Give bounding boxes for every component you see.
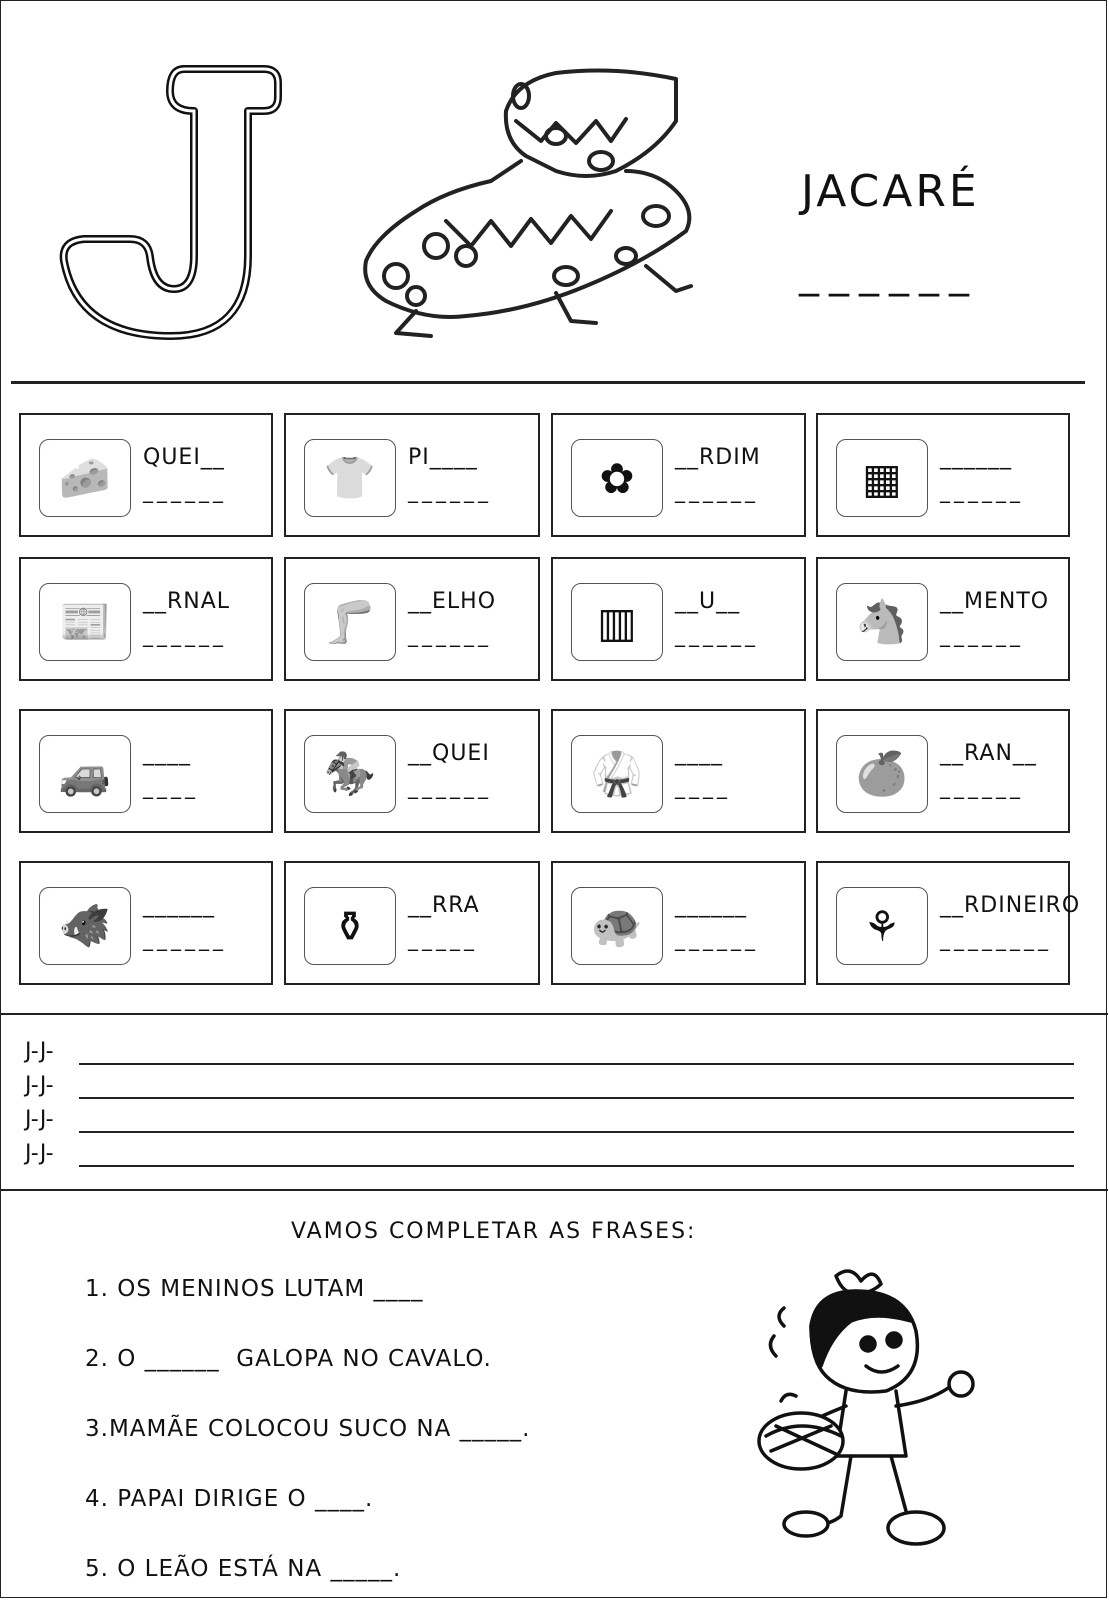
card-answer-blank[interactable]: ______ bbox=[143, 479, 227, 503]
word-card[interactable] bbox=[19, 709, 273, 833]
word-card[interactable] bbox=[284, 557, 540, 681]
orange-icon: 🍊 bbox=[836, 735, 928, 813]
practice-line[interactable] bbox=[25, 1039, 54, 1064]
card-answer-blank[interactable]: ________ bbox=[940, 927, 1052, 951]
card-word-prompt: __MENTO bbox=[940, 589, 1050, 614]
knee-icon: 🦵 bbox=[304, 583, 396, 661]
header-divider bbox=[11, 381, 1085, 384]
word-card[interactable] bbox=[551, 709, 806, 833]
card-word-prompt: __RNAL bbox=[143, 589, 231, 614]
cage-icon: ▥ bbox=[571, 583, 663, 661]
word-card[interactable] bbox=[816, 413, 1070, 537]
pajamas-icon: 👕 bbox=[304, 439, 396, 517]
practice-divider bbox=[1, 1189, 1108, 1191]
writing-line bbox=[79, 1097, 1074, 1099]
girl-with-basket-icon bbox=[756, 1266, 1001, 1566]
sentence-item: 2. O ______ GALOPA NO CAVALO. bbox=[85, 1346, 492, 1372]
practice-line-prefix: J-J- bbox=[25, 1073, 54, 1098]
card-word-prompt: PI____ bbox=[408, 445, 478, 470]
sentence-item: 3.MAMÃE COLOCOU SUCO NA _____. bbox=[85, 1416, 531, 1442]
card-word-prompt: ______ bbox=[143, 893, 215, 918]
word-card[interactable] bbox=[19, 557, 273, 681]
card-word-prompt: __RAN__ bbox=[940, 741, 1037, 766]
card-answer-blank[interactable]: ______ bbox=[940, 479, 1024, 503]
card-word-prompt: ______ bbox=[675, 893, 747, 918]
practice-line-prefix: J-J- bbox=[25, 1107, 54, 1132]
donkey-icon: 🐴 bbox=[836, 583, 928, 661]
cards-divider bbox=[1, 1013, 1108, 1015]
word-card[interactable] bbox=[19, 413, 273, 537]
card-answer-blank[interactable]: ______ bbox=[143, 927, 227, 951]
judo-icon: 🥋 bbox=[571, 735, 663, 813]
card-answer-blank[interactable]: ____ bbox=[675, 775, 731, 799]
card-answer-blank[interactable]: ____ bbox=[143, 775, 199, 799]
word-card[interactable] bbox=[551, 413, 806, 537]
card-answer-blank[interactable]: ______ bbox=[675, 479, 759, 503]
card-answer-blank[interactable]: ______ bbox=[408, 775, 492, 799]
practice-line-prefix: J-J- bbox=[25, 1039, 54, 1064]
word-card[interactable] bbox=[284, 861, 540, 985]
word-card[interactable] bbox=[551, 557, 806, 681]
word-card[interactable] bbox=[551, 861, 806, 985]
card-answer-blank[interactable]: ______ bbox=[408, 479, 492, 503]
word-card[interactable] bbox=[816, 557, 1070, 681]
sentences-title: VAMOS COMPLETAR AS FRASES: bbox=[291, 1219, 697, 1244]
card-word-prompt: QUEI__ bbox=[143, 445, 225, 470]
card-answer-blank[interactable]: ______ bbox=[940, 775, 1024, 799]
word-card[interactable] bbox=[284, 709, 540, 833]
writing-line bbox=[79, 1063, 1074, 1065]
writing-line bbox=[79, 1131, 1074, 1133]
writing-line bbox=[79, 1165, 1074, 1167]
jug-icon: ⚱ bbox=[304, 887, 396, 965]
word-card[interactable] bbox=[284, 413, 540, 537]
card-word-prompt: __RRA bbox=[408, 893, 480, 918]
card-answer-blank[interactable]: ______ bbox=[940, 623, 1024, 647]
practice-line[interactable] bbox=[25, 1141, 54, 1166]
sentence-item: 1. OS MENINOS LUTAM ____ bbox=[85, 1276, 424, 1302]
card-answer-blank[interactable]: ______ bbox=[675, 623, 759, 647]
cheese-icon: 🧀 bbox=[39, 439, 131, 517]
card-answer-blank[interactable]: ______ bbox=[143, 623, 227, 647]
jockey-icon: 🏇 bbox=[304, 735, 396, 813]
card-word-prompt: __RDINEIRO bbox=[940, 893, 1081, 918]
boar-icon: 🐗 bbox=[39, 887, 131, 965]
sentence-item: 4. PAPAI DIRIGE O ____. bbox=[85, 1486, 374, 1512]
newspaper-icon: 📰 bbox=[39, 583, 131, 661]
card-answer-blank[interactable]: ______ bbox=[675, 927, 759, 951]
crocodile-icon bbox=[356, 61, 706, 351]
practice-line-prefix: J-J- bbox=[25, 1141, 54, 1166]
flowers-icon: ✿ bbox=[571, 439, 663, 517]
card-word-prompt: __QUEI bbox=[408, 741, 490, 766]
word-card[interactable] bbox=[816, 861, 1081, 985]
window-icon: ▦ bbox=[836, 439, 928, 517]
card-word-prompt: ____ bbox=[143, 741, 191, 766]
jeep-icon: 🚙 bbox=[39, 735, 131, 813]
card-word-prompt: ______ bbox=[940, 445, 1012, 470]
practice-line[interactable] bbox=[25, 1107, 54, 1132]
card-answer-blank[interactable]: _____ bbox=[408, 927, 478, 951]
word-card[interactable] bbox=[816, 709, 1070, 833]
gardener-icon: ⚘ bbox=[836, 887, 928, 965]
card-answer-blank[interactable]: ______ bbox=[408, 623, 492, 647]
turtle-icon: 🐢 bbox=[571, 887, 663, 965]
sentence-item: 5. O LEÃO ESTÁ NA _____. bbox=[85, 1556, 402, 1582]
card-word-prompt: __RDIM bbox=[675, 445, 761, 470]
title-word: JACARÉ bbox=[801, 166, 980, 217]
card-word-prompt: ____ bbox=[675, 741, 723, 766]
word-card[interactable] bbox=[19, 861, 273, 985]
card-word-prompt: __U__ bbox=[675, 589, 741, 614]
title-word-blank: ______ bbox=[799, 251, 979, 297]
big-letter-j bbox=[56, 61, 286, 351]
practice-line[interactable] bbox=[25, 1073, 54, 1098]
card-word-prompt: __ELHO bbox=[408, 589, 497, 614]
